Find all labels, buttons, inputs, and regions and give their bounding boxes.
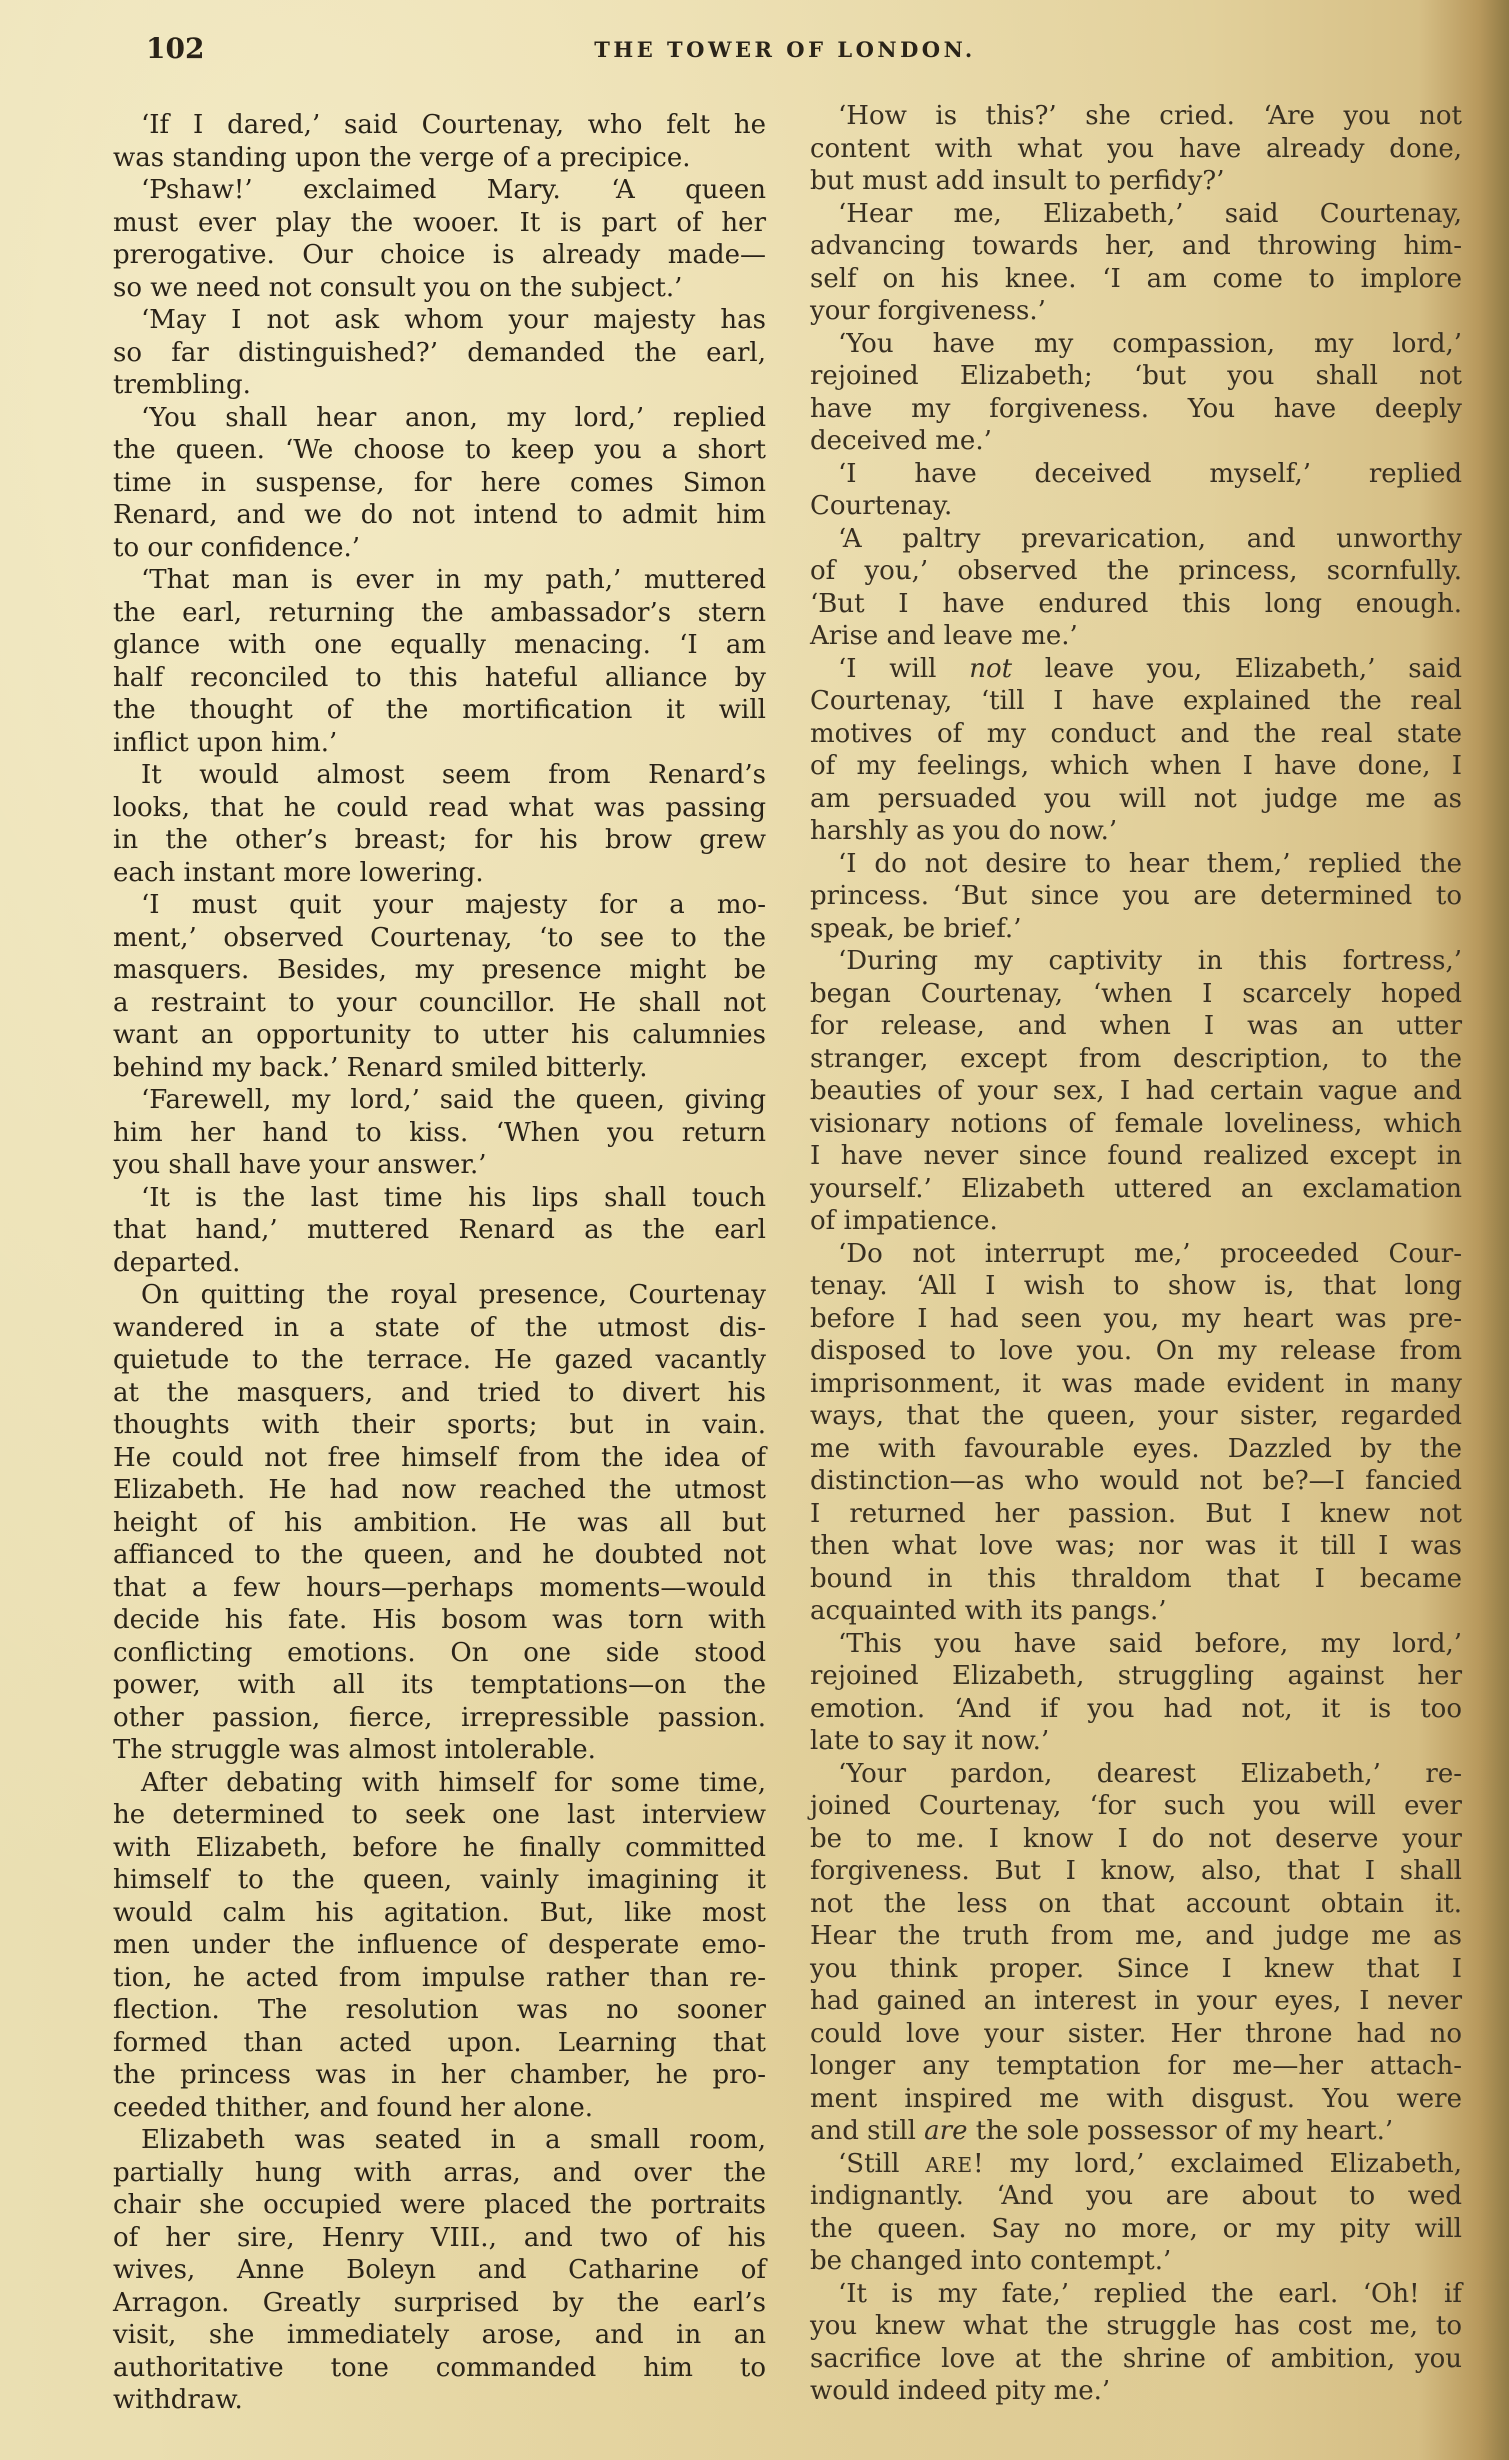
text-line: would indeed pity me.’	[810, 2376, 1111, 2406]
text-line: Courtenay, ‘till I have explained the real	[810, 686, 1462, 716]
text-line: inflict upon him.’	[113, 727, 338, 758]
text-line: Courtenay.	[810, 491, 953, 521]
text-line: stranger, except from description, to the	[810, 1043, 1462, 1074]
text-line: of impatience.	[810, 1206, 998, 1236]
text-line: ‘You shall hear anon, my lord,’ replied	[141, 402, 766, 433]
text-line: looks, that he could read what was passing	[113, 792, 766, 823]
page-number: 102	[146, 32, 205, 65]
text-line: you knew what the struggle has cost me, to	[810, 2311, 1462, 2341]
paragraph	[113, 1767, 766, 2125]
text-line: then what love was; nor was it till I was	[810, 1531, 1462, 1561]
text-line: height of his ambition. He was all but	[113, 1507, 766, 1538]
text-line: ‘How is this?’ she cried. ‘Are you not	[838, 101, 1462, 131]
text-line: formed than acted upon. Learning that	[113, 2027, 766, 2058]
text-run: ! my lord,’ exclaimed Elizabeth,	[973, 2148, 1462, 2179]
text-line: ‘This you have said before, my lord,’	[838, 1628, 1462, 1659]
small-caps-emphasis: ARE	[925, 2152, 974, 2177]
italic-emphasis: are	[924, 2116, 968, 2146]
text-line: the earl, returning the ambassador’s stern	[113, 597, 766, 628]
text-line: that hand,’ muttered Renard as the earl	[113, 1215, 766, 1245]
text-line: you shall have your answer.’	[113, 1150, 487, 1180]
text-line: departed.	[113, 1247, 241, 1278]
text-line: ‘Do not interrupt me,’ proceeded Cour-	[838, 1238, 1462, 1269]
paragraph	[113, 1084, 766, 1182]
text-line: imprisonment, it was made evident in many	[810, 1368, 1462, 1399]
text-line: ment inspired me with disgust. You were	[810, 2083, 1462, 2114]
text-line: forgiveness. But I know, also, that I shall	[810, 1856, 1462, 1886]
text-line: ment,’ observed Courtenay, ‘to see to the	[113, 922, 766, 953]
text-line: advancing towards her, and throwing him-	[810, 231, 1462, 261]
text-line: Renard, and we do not intend to admit him	[113, 500, 766, 530]
text-line: ‘May I not ask whom your majesty has	[141, 305, 766, 335]
text-line: speak, be brief.’	[810, 913, 1022, 944]
text-line: at the masquers, and tried to divert his	[113, 1377, 766, 1408]
text-run: ‘I will	[838, 653, 970, 684]
text-line: of her sire, Henry VIII., and two of his	[113, 2222, 766, 2253]
text-line: prerogative. Our choice is already made—	[113, 240, 766, 270]
text-line: rejoined Elizabeth, struggling against her	[810, 1661, 1462, 1691]
paragraph	[810, 100, 1462, 198]
paragraph	[113, 2124, 766, 2417]
text-line: conflicting emotions. On one side stood	[113, 1637, 766, 1668]
paragraph	[810, 1238, 1462, 1628]
text-line: had gained an interest in your eyes, I never	[810, 1986, 1462, 2016]
text-line: in the other’s breast; for his brow grew	[113, 825, 766, 855]
text-line: chair she occupied were placed the portraits	[113, 2190, 766, 2220]
italic-emphasis: not	[969, 653, 1013, 684]
text-line: Hear the truth from me, and judge me as	[810, 1921, 1462, 1951]
text-line: Elizabeth was seated in a small room,	[141, 2125, 766, 2155]
text-line: After debating with himself for some time,	[141, 1767, 766, 1798]
paragraph	[810, 458, 1462, 523]
text-line: visit, she immediately arose, and in an	[113, 2320, 766, 2350]
text-line: tion, he acted from impulse rather than re-	[113, 1962, 766, 1993]
text-line: ‘A paltry prevarication, and unworthy	[838, 523, 1462, 554]
text-line: quietude to the terrace. He gazed vacantly	[113, 1345, 766, 1375]
paragraph	[810, 523, 1462, 653]
text-run: leave you, Elizabeth,’ said	[1012, 653, 1462, 684]
text-line: self on his knee. ‘I am come to implore	[810, 263, 1462, 294]
paragraph	[113, 402, 766, 565]
text-line: ‘Your pardon, dearest Elizabeth,’ re-	[838, 1758, 1462, 1789]
text-line: ‘You have my compassion, my lord,’	[838, 328, 1462, 359]
text-line: disposed to love you. On my release from	[810, 1336, 1462, 1366]
text-line: am persuaded you will not judge me as	[810, 783, 1462, 814]
text-line: yourself.’ Elizabeth uttered an exclamation	[810, 1173, 1462, 1204]
text-line: trembling.	[113, 370, 251, 400]
text-line: visionary notions of female loveliness, which	[810, 1108, 1462, 1139]
text-line: Arise and leave me.’	[810, 621, 1078, 651]
text-line: began Courtenay, ‘when I scarcely hoped	[810, 978, 1462, 1009]
text-line: with Elizabeth, before he finally committed	[113, 1832, 766, 1863]
text-line: for release, and when I was an utter	[810, 1011, 1462, 1041]
text-line: that a few hours—perhaps moments—would	[113, 1572, 766, 1603]
text-line: emotion. ‘And if you had not, it is too	[810, 1693, 1462, 1724]
text-line: Elizabeth. He had now reached the utmost	[113, 1475, 766, 1505]
text-line: ‘I have deceived myself,’ replied	[838, 458, 1462, 489]
text-line: power, with all its temptations—on the	[113, 1670, 766, 1700]
text-line: of my feelings, which when I have done, I	[810, 751, 1462, 781]
text-line: have my forgiveness. You have deeply	[810, 393, 1462, 424]
text-run: ‘Still	[838, 2148, 926, 2179]
text-line: late to say it now.’	[810, 1726, 1050, 1756]
text-line: each instant more lowering.	[113, 857, 484, 888]
paragraph	[810, 1628, 1462, 1758]
text-line: sacrifice love at the shrine of ambition, you	[810, 2343, 1462, 2374]
text-line: ceeded thither, and found her alone.	[113, 2092, 593, 2123]
paragraph	[113, 1279, 766, 1767]
text-line: ‘Hear me, Elizabeth,’ said Courtenay,	[838, 198, 1462, 229]
text-line: distinction—as who would not be?—I fancied	[810, 1466, 1462, 1496]
text-run: and still	[810, 2116, 925, 2146]
text-line: but must add insult to perfidy?’	[810, 166, 1225, 196]
text-line: The struggle was almost intolerable.	[113, 1735, 596, 1765]
text-line: longer any temptation for me—her attach-	[810, 2051, 1462, 2081]
paragraph	[810, 198, 1462, 328]
text-line: partially hung with arras, and over the	[113, 2157, 766, 2188]
text-line: I have never since found realized except in	[810, 1141, 1462, 1171]
text-line: the thought of the mortification it will	[113, 695, 766, 725]
text-line: ‘That man is ever in my path,’ muttered	[141, 565, 766, 595]
paragraph	[113, 564, 766, 759]
text-line: the queen. ‘We choose to keep you a short	[113, 435, 766, 465]
paragraph	[810, 848, 1462, 946]
text-run: the sole possessor of my heart.’	[967, 2116, 1394, 2146]
text-line: deceived me.’	[810, 426, 992, 456]
text-line: indignantly. ‘And you are about to wed	[810, 2181, 1462, 2211]
text-line: time in suspense, for here comes Simon	[113, 467, 766, 498]
text-line: could love your sister. Her throne had no	[810, 2018, 1462, 2049]
text-line: On quitting the royal presence, Courtenay	[141, 1280, 766, 1310]
text-line: the queen. Say no more, or my pity will	[810, 2213, 1462, 2244]
paragraph	[810, 653, 1462, 848]
paragraph	[113, 759, 766, 889]
text-line: thoughts with their sports; but in vain.	[113, 1410, 766, 1440]
text-line: joined Courtenay, ‘for such you will ever	[810, 1791, 1462, 1821]
text-line: half reconciled to this hateful alliance by	[113, 662, 766, 693]
text-line	[810, 2148, 1462, 2181]
text-line: you think proper. Since I knew that I	[810, 1953, 1462, 1984]
text-line: flection. The resolution was no sooner	[113, 1995, 766, 2025]
text-line: so far distinguished?’ demanded the earl,	[113, 337, 766, 368]
text-line: Arragon. Greatly surprised by the earl’s	[113, 2287, 766, 2318]
text-line: not the less on that account obtain it.	[810, 1888, 1462, 1919]
text-line: motives of my conduct and the real state	[810, 718, 1462, 749]
text-line: I returned her passion. But I knew not	[810, 1498, 1462, 1529]
text-line: him her hand to kiss. ‘When you return	[113, 1117, 766, 1148]
text-line	[810, 2115, 1462, 2148]
paragraph	[113, 174, 766, 304]
text-line: ‘I do not desire to hear them,’ replied the	[838, 848, 1462, 879]
text-line: authoritative tone commanded him to	[113, 2352, 766, 2383]
text-line: affianced to the queen, and he doubted not	[113, 1540, 766, 1570]
paragraph	[810, 2148, 1462, 2278]
text-line: your forgiveness.’	[810, 296, 1046, 326]
text-line: tenay. ‘All I wish to show is, that long	[810, 1271, 1462, 1301]
text-line: behind my back.’ Renard smiled bitterly.	[113, 1052, 648, 1083]
text-line: men under the influence of desperate emo-	[113, 1930, 766, 1960]
text-line: was standing upon the verge of a precipice.	[113, 142, 691, 173]
paragraph	[113, 109, 766, 174]
text-line: ‘But I have endured this long enough.	[810, 588, 1462, 619]
text-line: He could not free himself from the idea of	[113, 1442, 766, 1473]
text-line: bound in this thraldom that I became	[810, 1563, 1462, 1594]
text-line: beauties of your sex, I had certain vague and	[810, 1076, 1462, 1106]
text-line: acquainted with its pangs.’	[810, 1596, 1167, 1626]
text-line: so we need not consult you on the subject.’	[113, 272, 683, 303]
text-line: other passion, fierce, irrepressible passion.	[113, 1702, 766, 1733]
text-line: ways, that the queen, your sister, regarded	[810, 1401, 1462, 1431]
text-line: masquers. Besides, my presence might be	[113, 955, 766, 985]
text-line: the princess was in her chamber, he pro-	[113, 2060, 766, 2090]
text-line: ‘I must quit your majesty for a mo-	[141, 890, 766, 920]
running-title: THE TOWER OF LONDON.	[594, 37, 976, 62]
text-line: me with favourable eyes. Dazzled by the	[810, 1433, 1462, 1464]
text-line: It would almost seem from Renard’s	[141, 760, 766, 790]
text-line: want an opportunity to utter his calumnies	[113, 1020, 766, 1050]
text-line: content with what you have already done,	[810, 133, 1462, 164]
paragraph	[810, 2278, 1462, 2408]
text-line: would calm his agitation. But, like most	[113, 1897, 766, 1928]
text-line: harshly as you do now.’	[810, 816, 1118, 846]
text-line: wives, Anne Boleyn and Catharine of	[113, 2255, 766, 2285]
text-line: glance with one equally menacing. ‘I am	[113, 630, 766, 660]
text-line: a restraint to your councillor. He shall not	[113, 987, 766, 1018]
text-line: ‘It is my fate,’ replied the earl. ‘Oh! if	[838, 2278, 1462, 2309]
text-line: ‘Pshaw!’ exclaimed Mary. ‘A queen	[141, 175, 766, 205]
paragraph	[113, 304, 766, 402]
text-line: ‘If I dared,’ said Courtenay, who felt he	[141, 110, 766, 140]
text-line: ‘It is the last time his lips shall touch	[141, 1182, 766, 1213]
paragraph	[113, 889, 766, 1084]
text-line: to our confidence.’	[113, 532, 361, 563]
text-line: he determined to seek one last interview	[113, 1800, 766, 1830]
paragraph	[810, 1758, 1462, 2148]
text-line: wandered in a state of the utmost dis-	[113, 1312, 766, 1343]
paragraph	[113, 1182, 766, 1280]
text-line: before I had seen you, my heart was pre-	[810, 1303, 1462, 1334]
text-line: ‘During my captivity in this fortress,’	[838, 946, 1462, 976]
text-line: be to me. I know I do not deserve your	[810, 1823, 1462, 1854]
text-line: ‘Farewell, my lord,’ said the queen, giving	[141, 1085, 766, 1115]
text-line: withdraw.	[113, 2385, 243, 2415]
text-line: be changed into contempt.’	[810, 2246, 1172, 2276]
text-column-left	[113, 109, 766, 2417]
text-line: decide his fate. His bosom was torn with	[113, 1605, 766, 1635]
text-line: of you,’ observed the princess, scornfully.	[810, 556, 1462, 586]
text-line	[810, 653, 1462, 686]
text-column-right	[810, 100, 1462, 2408]
paragraph	[810, 945, 1462, 1238]
text-line: princess. ‘But since you are determined to	[810, 881, 1462, 911]
text-line: rejoined Elizabeth; ‘but you shall not	[810, 361, 1462, 391]
text-line: must ever play the wooer. It is part of her	[113, 207, 766, 238]
paragraph	[810, 328, 1462, 458]
text-line: himself to the queen, vainly imagining it	[113, 1865, 766, 1895]
